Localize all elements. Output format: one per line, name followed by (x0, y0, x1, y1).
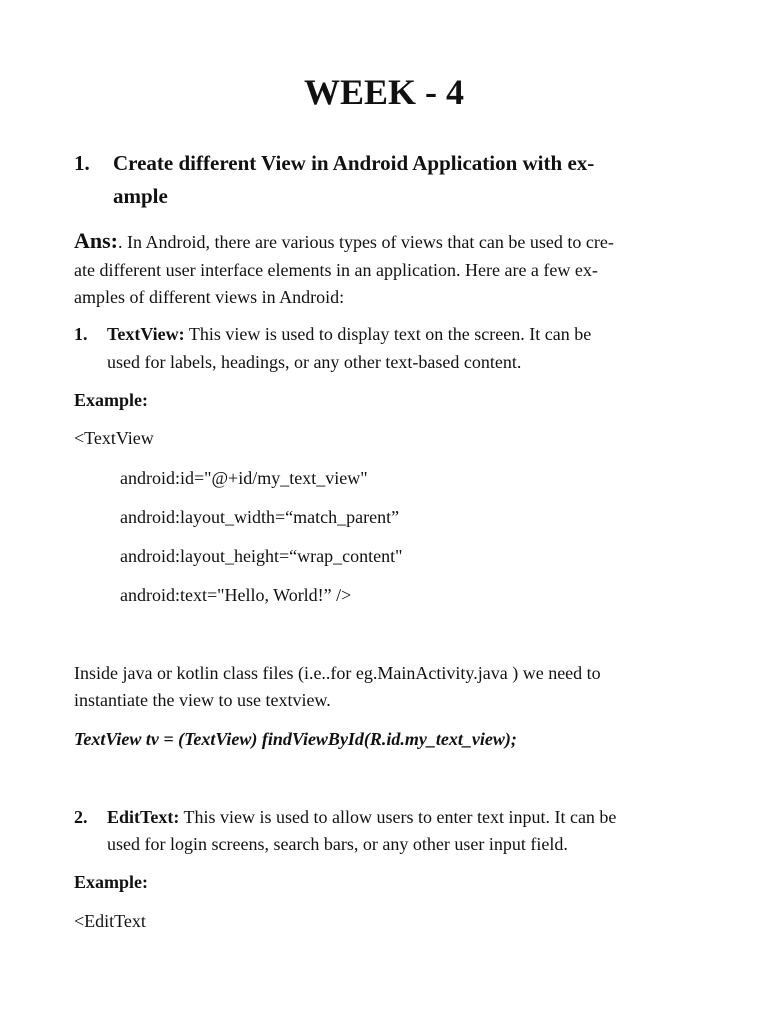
question-line-1: Create different View in Android Application with ex- (113, 151, 595, 175)
item-1-term: TextView: (107, 324, 185, 344)
item-2-term: EditText: (107, 807, 180, 827)
item-2-number: 2. (74, 807, 88, 827)
answer-text: . In Android, there are various types of views that can be used to cre- (118, 232, 614, 252)
item-1-number: 1. (74, 324, 88, 344)
answer-line-3: amples of different views in Android: (74, 287, 345, 307)
item-2-desc: This view is used to allow users to enter text input. It can be (179, 807, 617, 827)
item-2-example-label: Example: (74, 872, 148, 892)
item-1-line-2: used for labels, headings, or any other text-based content. (107, 352, 522, 372)
page-title: WEEK - 4 (303, 72, 464, 112)
answer-label: Ans: (74, 228, 119, 253)
item-1-attr: android:id="@+id/my_text_view" (120, 468, 368, 488)
answer-line-2: ate different user interface elements in an application. Here are a few ex- (74, 260, 598, 280)
item-1-attr: android:text="Hello, World!” /> (120, 585, 352, 605)
item-1-tag: <TextView (74, 428, 154, 448)
item-1-desc: This view is used to display text on the screen. It can be (184, 324, 592, 344)
item-2-line-1 (107, 806, 616, 828)
question-line-2: ample (113, 184, 168, 208)
item-1-attr: android:layout_height=“wrap_content" (120, 546, 403, 566)
item-1-line-1 (107, 323, 591, 345)
item-2-line-2: used for login screens, search bars, or any other user input field. (107, 834, 568, 854)
item-2-tag: <EditText (74, 911, 146, 931)
item-1-attr: android:layout_width=“match_parent” (120, 507, 400, 527)
item-1-example-label: Example: (74, 390, 148, 410)
answer-line-1 (74, 230, 614, 253)
item-1-note-line-1: Inside java or kotlin class files (i.e..for eg.MainActivity.java ) we need to (74, 663, 601, 683)
item-1-code: TextView tv = (TextView) findViewById(R.id.my_text_view); (74, 729, 517, 749)
item-1-note-line-2: instantiate the view to use textview. (74, 690, 331, 710)
question-number: 1. (74, 151, 90, 175)
